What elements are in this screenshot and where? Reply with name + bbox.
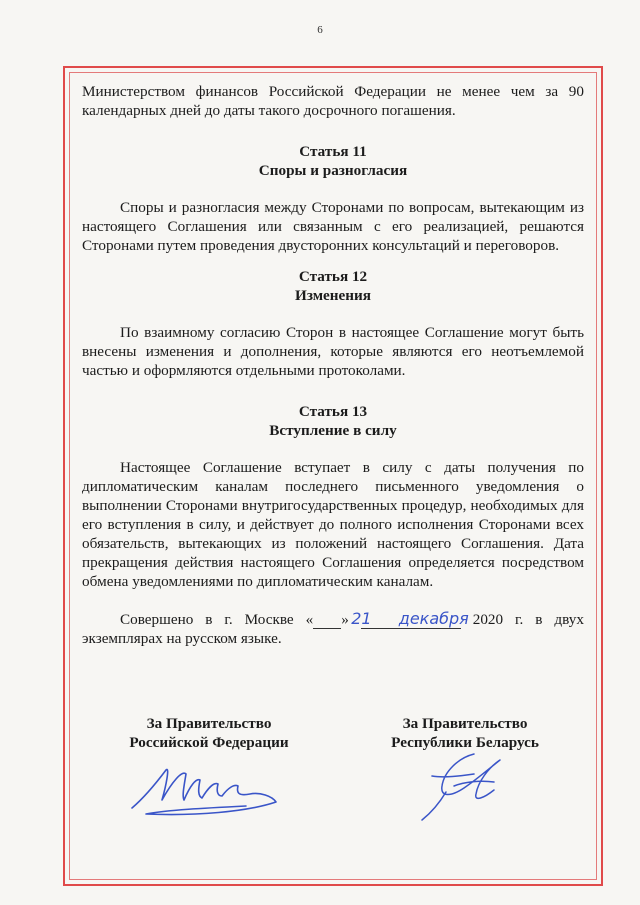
article-11-number: Статья 11 bbox=[299, 143, 367, 160]
signing-statement bbox=[82, 609, 584, 648]
signatures-section bbox=[82, 714, 584, 834]
signature-russia bbox=[126, 756, 286, 826]
signing-year: 2020 г. в двух bbox=[472, 611, 584, 628]
article-12-number: Статья 12 bbox=[298, 268, 368, 285]
article-12-body: По взаимному согласию Сторон в настоящее Соглашение могут быть внесены изменения и дополнения, которые являются его неотъемлемой частью и оформляются отдельными протоколами. bbox=[82, 324, 584, 379]
article-13-title: Вступление в силу bbox=[269, 422, 397, 439]
signing-prefix: Совершено в г. Москве « bbox=[120, 611, 314, 628]
signature-belarus bbox=[404, 746, 514, 826]
article-11-body: Споры и разногласия между Сторонами по вопросам, вытекающим из настоящего Соглашения или связанным с его реализацией, решаются Сторонами путем проведения двусторонних консультаций и переговоров. bbox=[82, 199, 584, 254]
signing-suffix: экземплярах на русском языке. bbox=[82, 630, 282, 647]
signatory-russia bbox=[104, 714, 314, 752]
signing-mid: » bbox=[341, 611, 349, 628]
article-13-number: Статья 13 bbox=[298, 403, 368, 420]
signing-month-handwritten: декабря bbox=[361, 609, 461, 629]
signing-day-handwritten: 21 bbox=[313, 609, 341, 629]
signatory-russia-line2: Российской Федерации bbox=[129, 734, 289, 751]
signatory-belarus-line1: За Правительство bbox=[402, 715, 528, 732]
article-11-title: Споры и разногласия bbox=[258, 162, 408, 179]
intro-paragraph: Министерством финансов Российской Федерации не менее чем за 90 календарных дней до даты такого досрочного погашения. bbox=[82, 83, 584, 119]
article-13-body: Настоящее Соглашение вступает в силу с даты получения по дипломатическим каналам последнего письменного уведомления о выполнении Сторонами внутригосударственных процедур, необходимых для его вступления в силу, и действует до полного исполнения Сторонами всех обязательств, вытекающих из положений настоящего Соглашения. Дата прекращения действия настоящего Соглашения определяется посредством обмена уведомлениями по дипломатическим каналам. bbox=[82, 459, 584, 590]
signatory-belarus-line2: Республики Беларусь bbox=[391, 734, 539, 751]
page-number: 6 bbox=[317, 24, 323, 36]
document-body bbox=[82, 82, 584, 648]
signatory-russia-line1: За Правительство bbox=[146, 715, 272, 732]
article-12-title: Изменения bbox=[295, 287, 371, 304]
